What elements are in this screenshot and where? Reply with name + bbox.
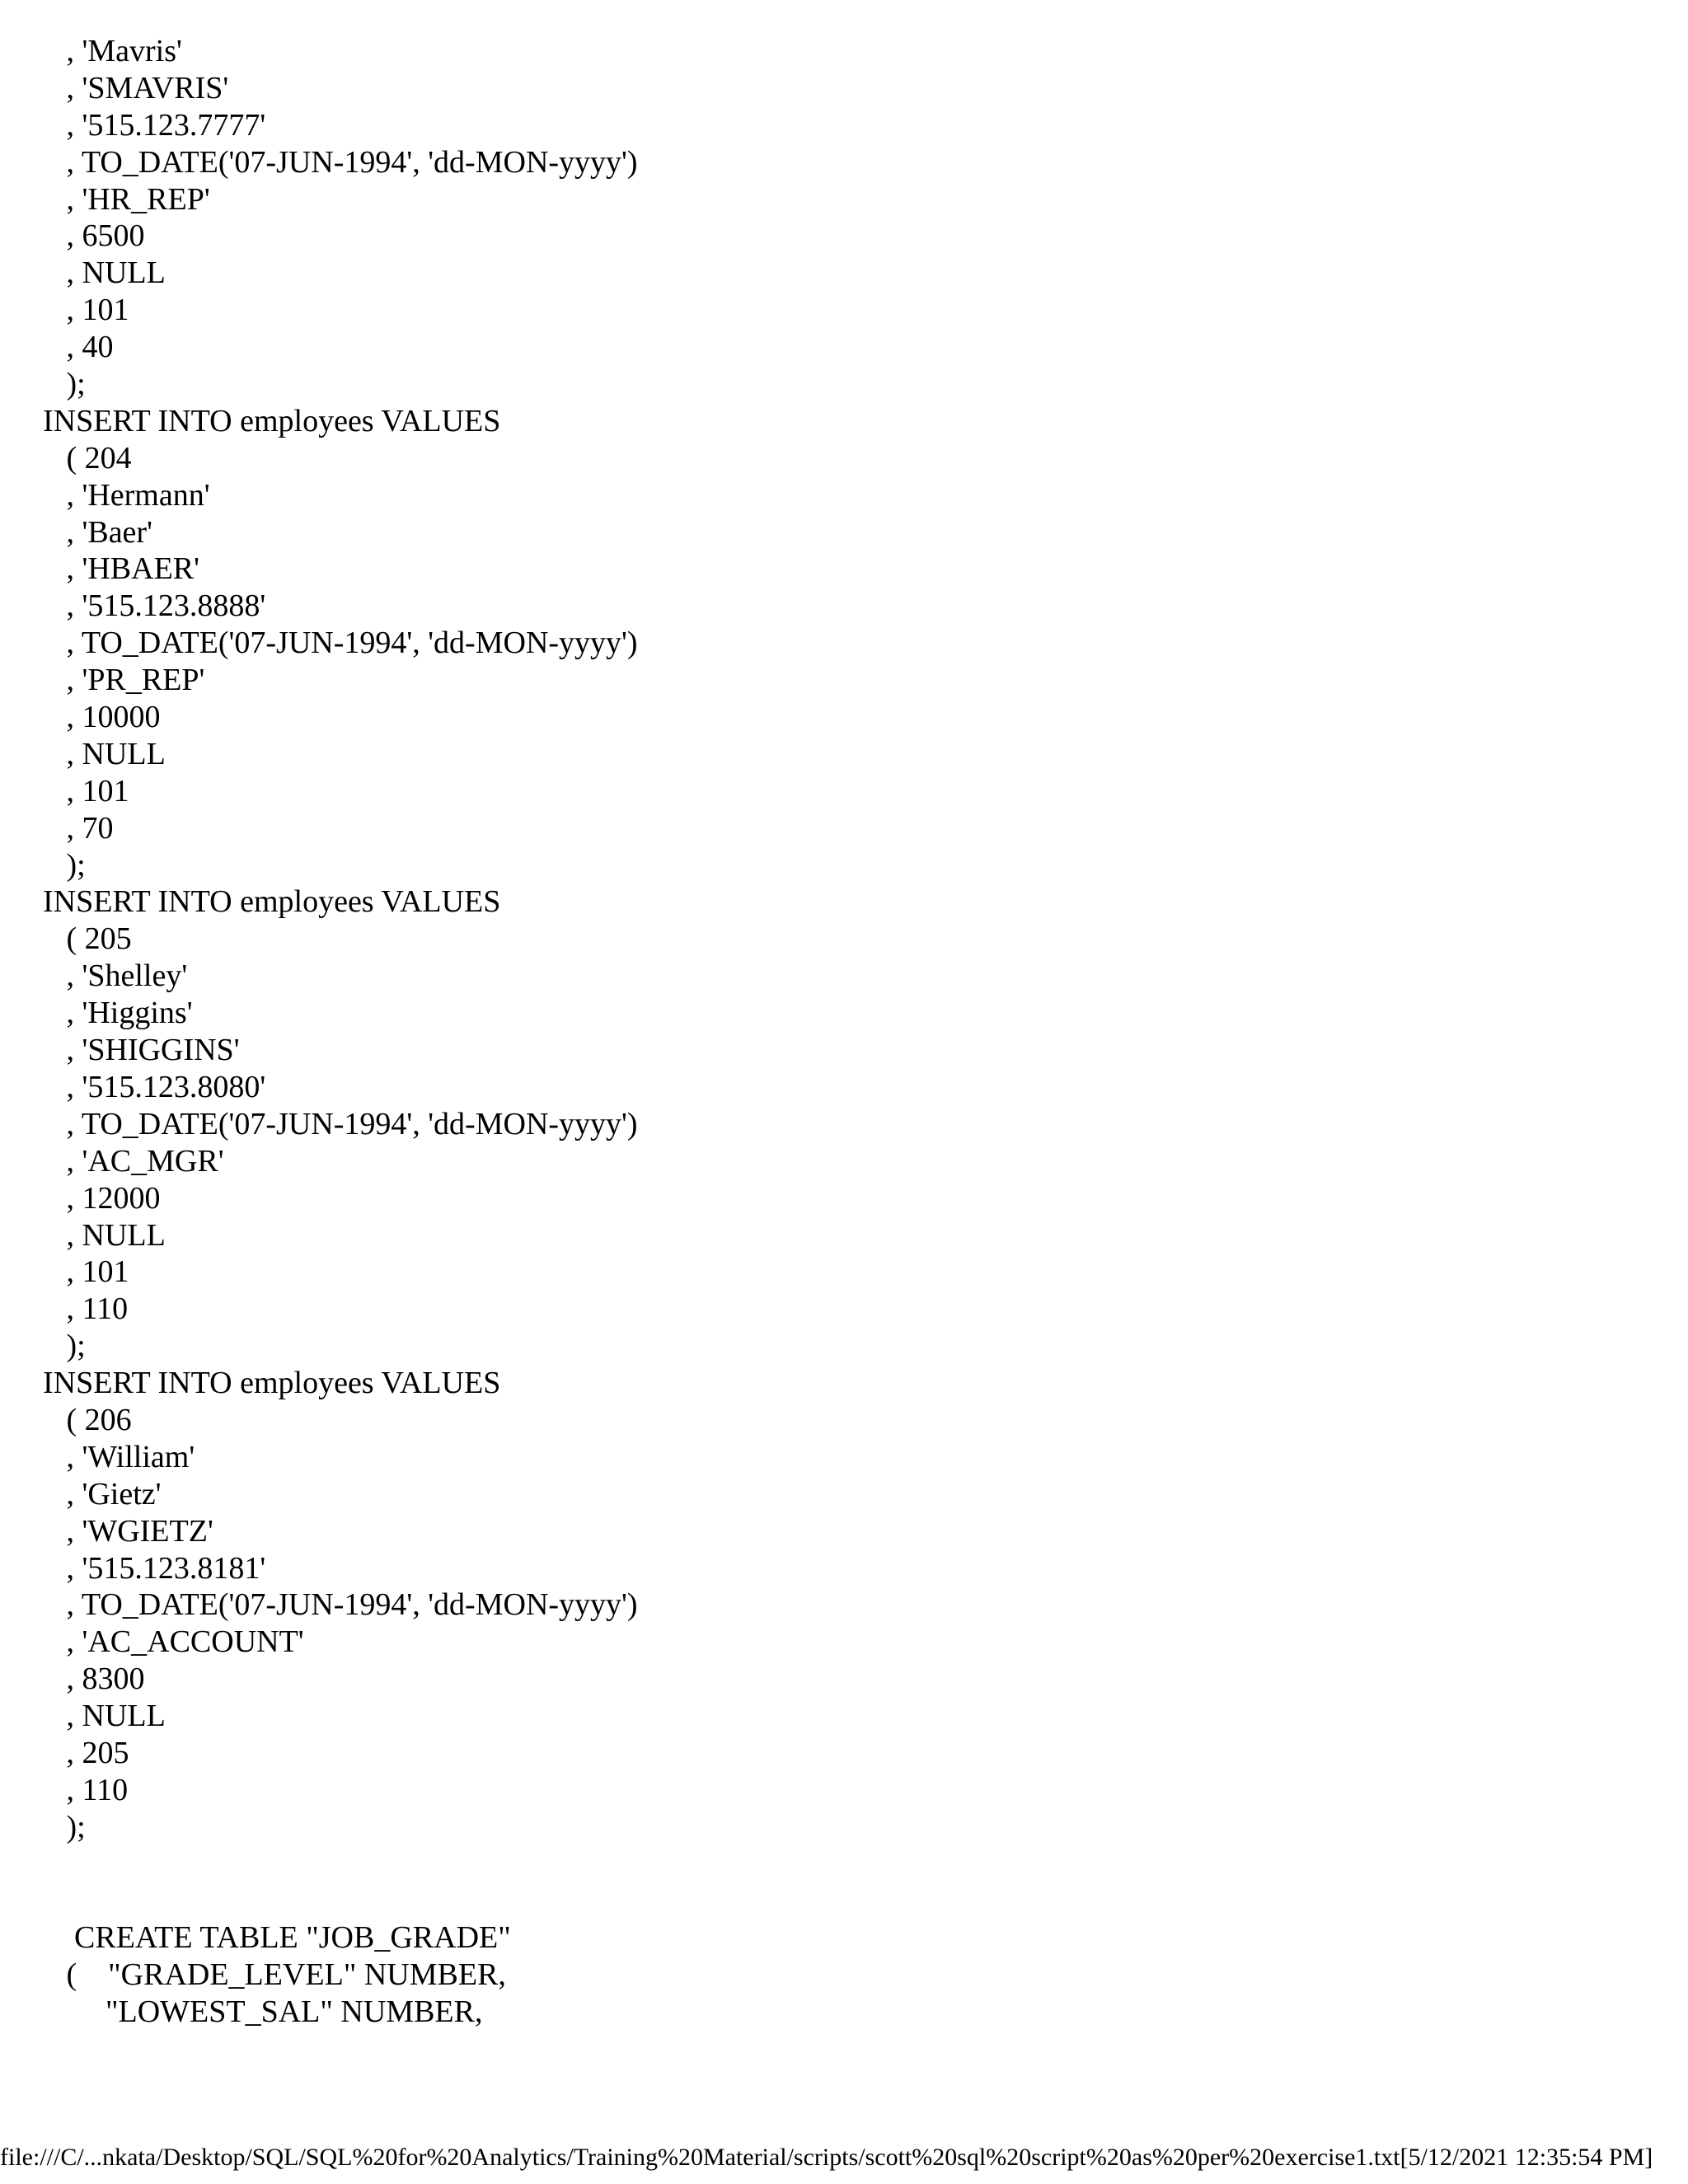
- code-line: , 205: [43, 1735, 129, 1770]
- code-line: , 'SHIGGINS': [43, 1033, 240, 1068]
- code-line: , 101: [43, 1254, 129, 1290]
- code-line: , TO_DATE('07-JUN-1994', 'dd-MON-yyyy'): [43, 1587, 638, 1623]
- code-line: INSERT INTO employees VALUES: [43, 884, 501, 920]
- sql-script-text: [43, 33, 638, 2031]
- code-line: , TO_DATE('07-JUN-1994', 'dd-MON-yyyy'): [43, 1106, 638, 1141]
- code-line: , 101: [43, 773, 129, 808]
- code-line: , 'Higgins': [43, 996, 193, 1031]
- code-line: CREATE TABLE "JOB_GRADE": [43, 1920, 511, 1956]
- code-line: [43, 1846, 638, 1883]
- code-line: ( 206: [43, 1402, 132, 1437]
- code-line: , 101: [43, 293, 129, 328]
- code-line: , TO_DATE('07-JUN-1994', 'dd-MON-yyyy'): [43, 626, 638, 661]
- code-line: , 'William': [43, 1439, 195, 1474]
- code-line: );: [43, 367, 86, 402]
- code-line: INSERT INTO employees VALUES: [43, 403, 501, 438]
- code-line: "LOWEST_SAL" NUMBER,: [43, 1994, 483, 2030]
- code-line: , NULL: [43, 255, 166, 291]
- code-line: ( "GRADE_LEVEL" NUMBER,: [43, 1957, 506, 1993]
- code-line: , '515.123.7777': [43, 107, 266, 143]
- code-line: , 'HR_REP': [43, 181, 210, 217]
- file-path-footer: file:///C/...nkata/Desktop/SQL/SQL%20for%20Analytics/Training%20Material/scripts/scott%20sql%20script%20as%20per%20exercise1.txt[5/12/2021 12:35:54 PM]: [0, 2144, 1653, 2171]
- code-line: , 'Hermann': [43, 477, 210, 513]
- code-line: , NULL: [43, 1217, 166, 1253]
- code-line: , NULL: [43, 1699, 166, 1734]
- code-line: , 'Shelley': [43, 958, 188, 994]
- code-line: , TO_DATE('07-JUN-1994', 'dd-MON-yyyy'): [43, 144, 638, 180]
- code-line: , '515.123.8080': [43, 1069, 266, 1104]
- code-line: , NULL: [43, 736, 166, 771]
- code-line: , 'Gietz': [43, 1476, 162, 1511]
- code-line: , 40: [43, 330, 114, 365]
- code-line: , 8300: [43, 1661, 145, 1697]
- code-line: , 70: [43, 810, 114, 846]
- code-line: ( 205: [43, 921, 132, 957]
- code-line: , 'AC_MGR': [43, 1143, 224, 1179]
- code-line: , 'Baer': [43, 514, 152, 550]
- code-line: );: [43, 1329, 86, 1364]
- code-line: , 'Mavris': [43, 34, 182, 68]
- code-line: , 110: [43, 1291, 129, 1327]
- code-line: , 110: [43, 1772, 129, 1807]
- code-line: , 'SMAVRIS': [43, 70, 229, 105]
- code-line: , 10000: [43, 700, 161, 735]
- code-line: INSERT INTO employees VALUES: [43, 1366, 501, 1401]
- code-line: , 'HBAER': [43, 551, 199, 587]
- code-line: , 'WGIETZ': [43, 1513, 213, 1549]
- code-line: , 12000: [43, 1180, 161, 1216]
- code-line: [43, 1883, 638, 1920]
- code-line: , '515.123.8181': [43, 1550, 266, 1586]
- code-line: , '515.123.8888': [43, 588, 266, 624]
- code-line: ( 204: [43, 440, 132, 476]
- code-line: , 'PR_REP': [43, 663, 205, 698]
- code-line: );: [43, 1809, 86, 1844]
- code-line: , 'AC_ACCOUNT': [43, 1624, 304, 1660]
- code-line: , 6500: [43, 218, 145, 254]
- code-line: );: [43, 847, 86, 883]
